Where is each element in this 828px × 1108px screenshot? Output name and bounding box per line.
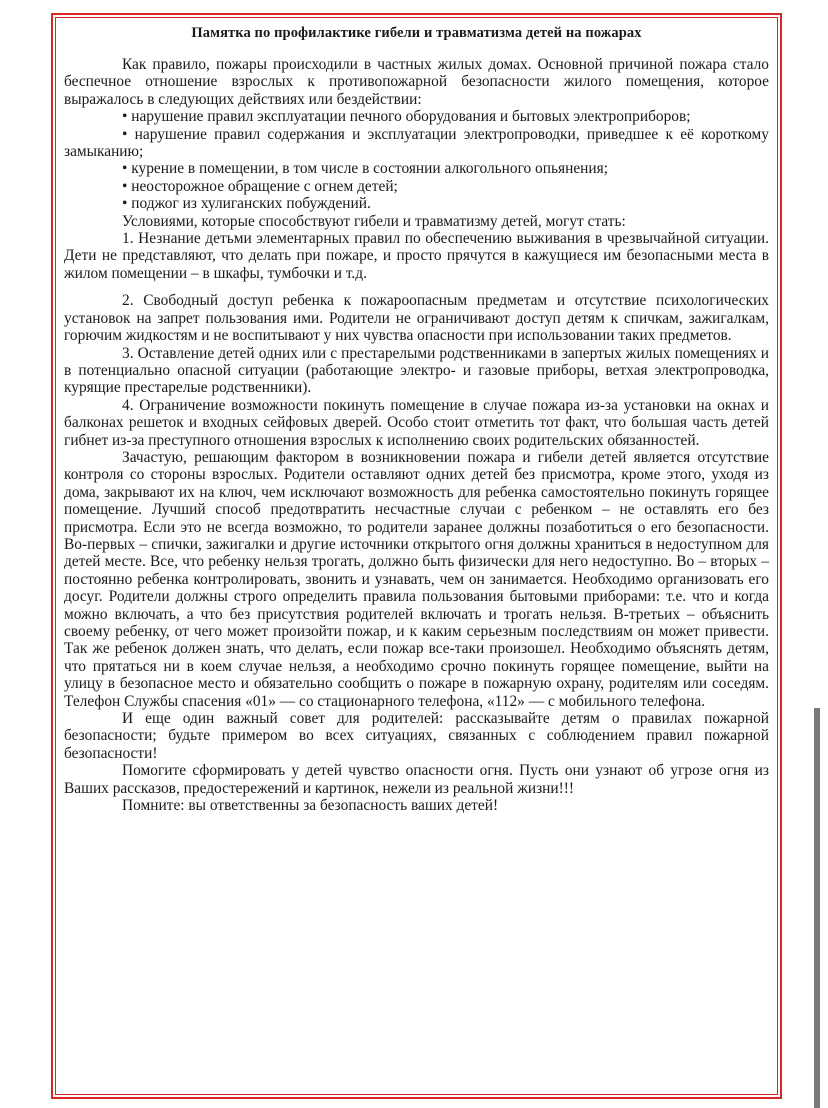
document-frame xyxy=(55,17,778,1095)
numbered-item: 3. Оставление детей одних или с престарелыми родственниками в запертых жилых помещениях и в потенциально опасной ситуации (работающие электро- и газовые приборы, ветхая электропроводка, курящие престарелые родственники). xyxy=(64,344,769,397)
bullet-item: • курение в помещении, в том числе в состоянии алкогольного опьянения; xyxy=(122,160,608,178)
bullet-item: • неосторожное обращение с огнем детей; xyxy=(122,177,398,195)
numbered-item: 2. Свободный доступ ребенка к пожароопасным предметам и отсутствие психологических установок на запрет пользования ими. Родители не ограничивают доступ детям к спичкам, зажигалкам, горючим жидкостям и не воспитывают у них чувства опасности при использовании таких предметов. xyxy=(64,292,769,345)
paragraph-conditions: Условиями, которые способствуют гибели и травматизму детей, могут стать: xyxy=(122,212,626,230)
numbered-item: 1. Незнание детьми элементарных правил по обеспечению выживания в чрезвычайной ситуации. Дети не представляют, что делать при пожаре, и просто прячутся в кажущиеся им безопасными места в жилом помещении – в шкафы, тумбочки и т.д. xyxy=(64,230,769,282)
paragraph-danger: Помогите сформировать у детей чувство опасности огня. Пусть они узнают об угрозе огня из Ваших рассказов, предостережений и картинок, нежели из реальной жизни!!! xyxy=(64,762,769,797)
paragraph-control: Зачастую, решающим фактором в возникновении пожара и гибели детей является отсутствие контроля со стороны взрослых. Родители оставляют одних детей без присмотра, кроме этого, уходя из дома, закрывают их на ключ, чем исключают возможность для ребенка самостоятельно покинуть горящее помещение. Лучший способ предотвратить несчастные случаи с ребенком – не оставлять его без присмотра. Если это не всегда возможно, то родители заранее должны позаботиться о его безопасности. Во-первых – спички, зажигалки и другие источники открытого огня должны храниться в недоступном для детей месте. Все, что ребенку нельзя трогать, должно быть физически для него недоступно. Во – вторых – постоянно ребенка контролировать, звонить и узнавать, чем он занимается. Необходимо организовать его досуг. Родители должны строго определить правила пользования бытовыми приборами: т.е. что и когда можно включать, а что без присутствия родителей включать и трогать нельзя. В-третьих – объяснить своему ребенку, от чего может произойти пожар, и к каким серьезным последствиям он может привести. Так же ребенок должен знать, что делать, если пожар все-таки произошел. Необходимо объяснять детям, что прятаться ни в коем случае нельзя, а необходимо срочно покинуть горящее помещение, выйти на улицу в безопасное место и обязательно сообщить о пожаре в пожарную охрану, родителям или соседям. Телефон Службы спасения «01» — со стационарного телефона, «112» — с мобильного телефона. xyxy=(64,448,769,710)
bullet-item: • нарушение правил содержания и эксплуатации электропроводки, приведшее к её короткому замыканию; xyxy=(64,125,769,161)
paragraph-advice: И еще один важный совет для родителей: рассказывайте детям о правилах пожарной безопасности; будьте примером во всех ситуациях, связанных с соблюдением правил пожарной безопасности! xyxy=(64,710,769,762)
scroll-indicator[interactable] xyxy=(814,708,820,1108)
bullet-item: • нарушение правил эксплуатации печного оборудования и бытовых электроприборов; xyxy=(122,108,691,126)
gap xyxy=(64,282,769,292)
document-body xyxy=(64,56,769,814)
paragraph-intro: Как правило, пожары происходили в частных жилых домах. Основной причиной пожара стало беспечное отношение взрослых к противопожарной безопасности жилого помещения, которое выражалось в следующих действиях или бездействии: xyxy=(64,56,769,108)
numbered-item: 4. Ограничение возможности покинуть помещение в случае пожара из-за установки на окнах и балконах решеток и входных сейфовых дверей. Особо стоит отметить тот факт, что большая часть детей гибнет из-за преступного отношения взрослых к исполнению своих родительских обязанностей. xyxy=(64,396,769,449)
document-title: Памятка по профилактике гибели и травматизма детей на пожарах xyxy=(191,25,642,41)
document-sheet xyxy=(51,13,782,1099)
bullet-item: • поджог из хулиганских побуждений. xyxy=(122,195,371,213)
paragraph-closing: Помните: вы ответственны за безопасность ваших детей! xyxy=(122,797,499,815)
